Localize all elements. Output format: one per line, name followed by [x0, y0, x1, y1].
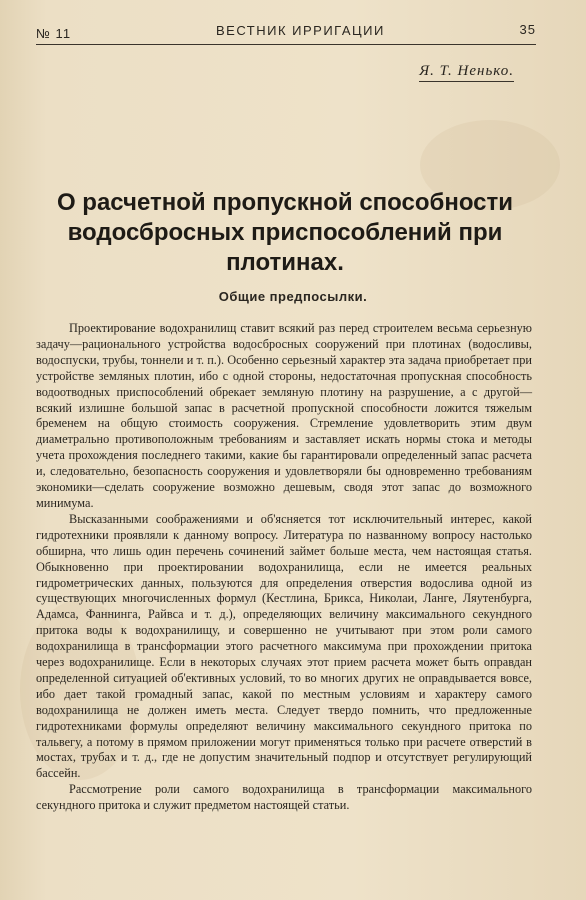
- paragraph: Рассмотрение роли самого водохранилища в трансформации максимального секундного притока и служит предметом настоящей статьи.: [36, 782, 532, 813]
- article-title: О расчетной пропускной способности водосбросных приспособлений при плотинах.: [56, 189, 514, 276]
- section-subtitle: Общие предпосылки.: [218, 289, 368, 304]
- header-rule: [36, 44, 536, 45]
- running-header: [36, 20, 536, 44]
- paragraph: Высказанными соображениями и об'ясняется тот исключительный интерес, какой гидротехники проявляли к данному вопросу. Литература по названному вопросу настолько обширна, что лишь один перечень сочинений займет больше места, чем настоящая статья. Обыкновенно при проектировании водохранилища, если не имеется реальных гидрометрических данных, пользуются для определения отверстия водослива одной из существующих многочисленных формул (Кестлина, Брикса, Николаи, Ланге, Ляутенбурга, Адамса, Фаннинга, Райвса и т. д.), определяющих величину максимального секундного притока воды к водохранилищу, и совершенно не учитывают при этом роли самого водохранилища в трансформации этого расчетного максимума при прохождении притока через водохранилище. Если в некоторых случаях этот прием расчета может быть оправдан определенной ситуацией об'ективных условий, то во многих других не оправдывается вовсе, ибо дает такой громадный запас, какой по местным условиям и характеру самого водохранилища не должен иметь места. Следует твердо помнить, что предложенные гидротехниками формулы определяют величину максимального секундного притока по тальвегу, а потому в прямом приложении могут применяться только при расчете отверстий в мостах, трубах и т. д., где не допустим значительный подпор и отсутствует регулирующий бассейн.: [36, 511, 532, 781]
- article-body: [36, 321, 532, 814]
- paragraph: Проектирование водохранилищ ставит всякий раз перед строителем весьма серьезную задачу—рационального устройства водосбросных сооружений при плотинах (водосливы, водоспуски, трубы, тоннели и т. п.). Особенно серьезный характер эта задача приобретает при устройстве земляных плотин, ибо с одной стороны, недостаточная пропускная способность водоотводных приспособлений обрекает земляную плотину на разрушение, а с другой—всякий излишне большой запас в расчетной пропускной способности ложится тяжелым бременем на общую стоимость сооружения. Стремление удовлетворить этим двум диаметрально противоположным требованиям и заставляет искать нормы стока и методы учета прохождения последнего такими, какие бы гарантировали определенный запас расчета и, следовательно, безопасность сооружения и удовлетворяли бы одновременно требованиям экономики—сделать сооружение возможно дешевым, сводя этот запас до возможного минимума.: [36, 321, 532, 510]
- issue-number: № 11: [36, 26, 72, 41]
- journal-title: ВЕСТНИК ИРРИГАЦИИ: [216, 23, 385, 38]
- article-author: Я. Т. Ненько.: [419, 63, 514, 82]
- page-number: 35: [519, 22, 536, 37]
